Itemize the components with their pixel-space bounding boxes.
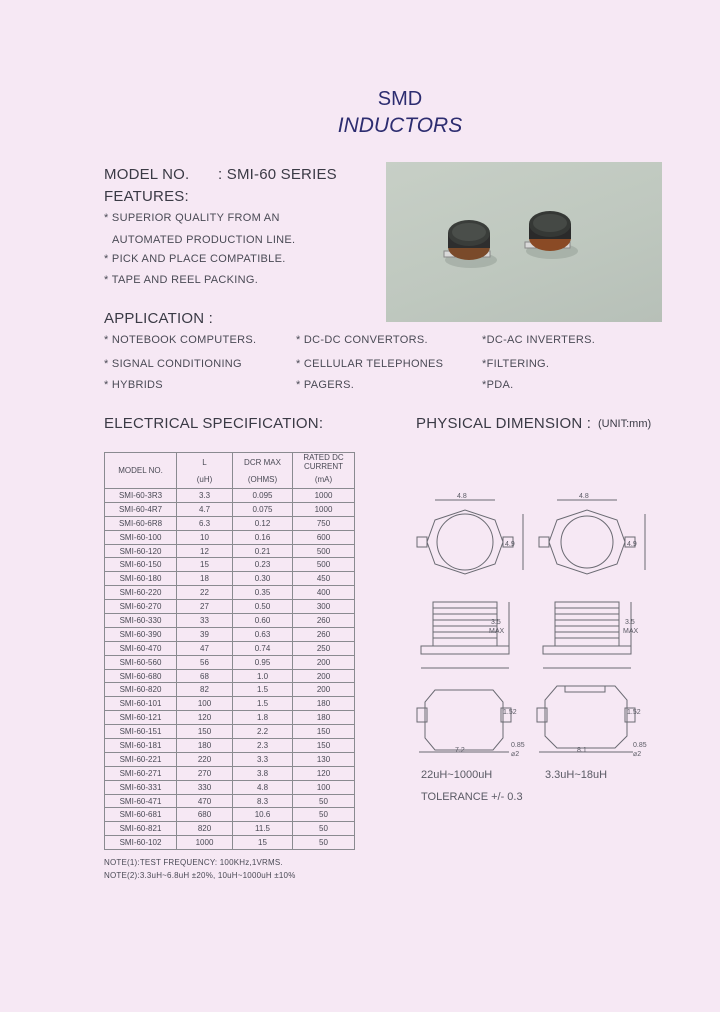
table-row [105, 683, 355, 697]
pad-layout-small [537, 686, 635, 752]
top-view-large [417, 500, 523, 574]
model-value: : SMI-60 SERIES [218, 166, 337, 183]
cell-inductance: 6.3 [177, 516, 233, 530]
dim-ht-large-max: MAX [489, 628, 505, 635]
table-row [105, 711, 355, 725]
cell-model: SMI-60-3R3 [105, 489, 177, 503]
dim-hole-large: ⌀2 [511, 751, 520, 758]
table-row [105, 739, 355, 753]
cell-current: 500 [293, 558, 355, 572]
dim-space-large: 0.85 [511, 742, 525, 749]
cell-dcr: 1.8 [233, 711, 293, 725]
cell-model: SMI-60-121 [105, 711, 177, 725]
range-label-small: 3.3uH~18uH [545, 769, 608, 781]
note-1: NOTE(1):TEST FREQUENCY: 100KHz,1VRMS. [104, 858, 283, 867]
cell-inductance: 18 [177, 572, 233, 586]
cell-dcr: 1.5 [233, 683, 293, 697]
cell-current: 100 [293, 780, 355, 794]
application-item: * NOTEBOOK COMPUTERS. [104, 334, 257, 346]
side-view-small [543, 602, 631, 668]
cell-model: SMI-60-102 [105, 836, 177, 850]
cell-current: 50 [293, 822, 355, 836]
table-row [105, 489, 355, 503]
col-header-rated: RATED DC CURRENT [293, 453, 355, 472]
cell-model: SMI-60-471 [105, 794, 177, 808]
cell-current: 250 [293, 641, 355, 655]
cell-inductance: 150 [177, 725, 233, 739]
cell-dcr: 2.2 [233, 725, 293, 739]
table-row [105, 600, 355, 614]
dim-ht-large: 3.5 [491, 619, 501, 626]
cell-dcr: 0.12 [233, 516, 293, 530]
table-row [105, 780, 355, 794]
cell-model: SMI-60-221 [105, 752, 177, 766]
cell-inductance: 82 [177, 683, 233, 697]
cell-inductance: 1000 [177, 836, 233, 850]
cell-inductance: 22 [177, 586, 233, 600]
dim-length-small: 8.1 [577, 747, 587, 754]
cell-current: 150 [293, 725, 355, 739]
dim-length-large: 7.2 [455, 747, 465, 754]
cell-inductance: 33 [177, 614, 233, 628]
table-row [105, 725, 355, 739]
application-item: * SIGNAL CONDITIONING [104, 358, 242, 370]
dim-width-small: 4.8 [579, 493, 589, 500]
cell-model: SMI-60-101 [105, 697, 177, 711]
table-row [105, 502, 355, 516]
table-row [105, 586, 355, 600]
tolerance-label: TOLERANCE +/- 0.3 [421, 791, 523, 803]
table-row [105, 558, 355, 572]
cell-dcr: 0.95 [233, 655, 293, 669]
feature-item: * PICK AND PLACE COMPATIBLE. [104, 253, 286, 265]
dim-pad-small: 1.52 [627, 709, 641, 716]
cell-inductance: 27 [177, 600, 233, 614]
table-row [105, 572, 355, 586]
cell-inductance: 47 [177, 641, 233, 655]
cell-inductance: 3.3 [177, 489, 233, 503]
cell-inductance: 56 [177, 655, 233, 669]
cell-model: SMI-60-330 [105, 614, 177, 628]
cell-current: 260 [293, 614, 355, 628]
cell-model: SMI-60-390 [105, 627, 177, 641]
table-row [105, 669, 355, 683]
cell-inductance: 12 [177, 544, 233, 558]
dimension-drawings [405, 490, 665, 810]
cell-current: 120 [293, 766, 355, 780]
application-item: * PAGERS. [296, 379, 355, 391]
cell-model: SMI-60-470 [105, 641, 177, 655]
pad-layout-large [417, 690, 511, 752]
cell-current: 150 [293, 739, 355, 753]
cell-dcr: 0.23 [233, 558, 293, 572]
application-item: *PDA. [482, 379, 514, 391]
table-row [105, 614, 355, 628]
col-header-dcr: DCR MAX [233, 453, 293, 472]
cell-current: 200 [293, 655, 355, 669]
feature-item: * SUPERIOR QUALITY FROM AN [104, 212, 280, 224]
cell-inductance: 68 [177, 669, 233, 683]
table-row [105, 516, 355, 530]
cell-model: SMI-60-331 [105, 780, 177, 794]
cell-inductance: 220 [177, 752, 233, 766]
cell-model: SMI-60-680 [105, 669, 177, 683]
cell-inductance: 10 [177, 530, 233, 544]
cell-current: 300 [293, 600, 355, 614]
cell-current: 180 [293, 697, 355, 711]
cell-dcr: 15 [233, 836, 293, 850]
model-label: MODEL NO. [104, 166, 190, 183]
dim-pad-large: 1.52 [503, 709, 517, 716]
dim-ht-small: 3.5 [625, 619, 635, 626]
title-smd: SMD [377, 88, 423, 110]
range-label-large: 22uH~1000uH [421, 769, 493, 781]
application-item: *FILTERING. [482, 358, 550, 370]
table-row [105, 530, 355, 544]
table-row [105, 697, 355, 711]
table-row [105, 544, 355, 558]
product-photo [386, 162, 662, 322]
cell-model: SMI-60-220 [105, 586, 177, 600]
cell-model: SMI-60-6R8 [105, 516, 177, 530]
cell-model: SMI-60-120 [105, 544, 177, 558]
application-item: * HYBRIDS [104, 379, 163, 391]
cell-model: SMI-60-271 [105, 766, 177, 780]
cell-inductance: 270 [177, 766, 233, 780]
dim-height-large: 4.9 [505, 541, 515, 548]
cell-model: SMI-60-151 [105, 725, 177, 739]
table-row [105, 641, 355, 655]
cell-dcr: 8.3 [233, 794, 293, 808]
cell-inductance: 39 [177, 627, 233, 641]
cell-model: SMI-60-560 [105, 655, 177, 669]
table-row [105, 822, 355, 836]
cell-model: SMI-60-100 [105, 530, 177, 544]
cell-current: 450 [293, 572, 355, 586]
cell-inductance: 4.7 [177, 502, 233, 516]
cell-dcr: 3.8 [233, 766, 293, 780]
cell-dcr: 0.63 [233, 627, 293, 641]
table-row [105, 627, 355, 641]
cell-current: 50 [293, 794, 355, 808]
cell-current: 180 [293, 711, 355, 725]
table-row [105, 836, 355, 850]
cell-dcr: 1.0 [233, 669, 293, 683]
cell-inductance: 100 [177, 697, 233, 711]
electrical-heading: ELECTRICAL SPECIFICATION: [104, 415, 324, 432]
dim-height-small: 4.9 [627, 541, 637, 548]
cell-inductance: 330 [177, 780, 233, 794]
cell-current: 200 [293, 683, 355, 697]
dim-ht-small-max: MAX [623, 628, 639, 635]
cell-dcr: 3.3 [233, 752, 293, 766]
cell-inductance: 680 [177, 808, 233, 822]
cell-model: SMI-60-821 [105, 822, 177, 836]
dim-space-small: 0.85 [633, 742, 647, 749]
cell-current: 1000 [293, 502, 355, 516]
col-unit-l: (uH) [177, 471, 233, 489]
cell-inductance: 15 [177, 558, 233, 572]
cell-model: SMI-60-181 [105, 739, 177, 753]
side-view-large [421, 602, 509, 668]
cell-inductance: 120 [177, 711, 233, 725]
cell-current: 600 [293, 530, 355, 544]
cell-dcr: 0.60 [233, 614, 293, 628]
cell-current: 260 [293, 627, 355, 641]
cell-dcr: 0.16 [233, 530, 293, 544]
feature-item: AUTOMATED PRODUCTION LINE. [112, 234, 296, 246]
cell-current: 50 [293, 808, 355, 822]
cell-model: SMI-60-150 [105, 558, 177, 572]
cell-current: 200 [293, 669, 355, 683]
cell-dcr: 4.8 [233, 780, 293, 794]
cell-dcr: 11.5 [233, 822, 293, 836]
cell-dcr: 0.50 [233, 600, 293, 614]
col-unit-dcr: (OHMS) [233, 471, 293, 489]
unit-label: (UNIT:mm) [598, 418, 652, 430]
dim-hole-small: ⌀2 [633, 751, 642, 758]
cell-dcr: 0.30 [233, 572, 293, 586]
application-item: * CELLULAR TELEPHONES [296, 358, 444, 370]
cell-dcr: 0.095 [233, 489, 293, 503]
col-unit-rated: (mA) [293, 471, 355, 489]
table-row [105, 655, 355, 669]
table-row [105, 766, 355, 780]
cell-current: 500 [293, 544, 355, 558]
cell-current: 750 [293, 516, 355, 530]
col-header-model: MODEL NO. [105, 453, 177, 489]
cell-dcr: 1.5 [233, 697, 293, 711]
title-inductors: INDUCTORS [337, 114, 463, 137]
table-row [105, 808, 355, 822]
cell-dcr: 0.35 [233, 586, 293, 600]
inductor-photo-image [386, 162, 662, 322]
cell-model: SMI-60-270 [105, 600, 177, 614]
cell-current: 130 [293, 752, 355, 766]
cell-dcr: 2.3 [233, 739, 293, 753]
features-heading: FEATURES: [104, 188, 189, 205]
cell-model: SMI-60-820 [105, 683, 177, 697]
cell-current: 50 [293, 836, 355, 850]
application-item: *DC-AC INVERTERS. [482, 334, 596, 346]
cell-inductance: 180 [177, 739, 233, 753]
cell-dcr: 10.6 [233, 808, 293, 822]
cell-inductance: 820 [177, 822, 233, 836]
physical-heading: PHYSICAL DIMENSION : [416, 415, 592, 432]
cell-dcr: 0.74 [233, 641, 293, 655]
table-row [105, 794, 355, 808]
feature-item: * TAPE AND REEL PACKING. [104, 274, 259, 286]
cell-model: SMI-60-4R7 [105, 502, 177, 516]
col-header-l: L [177, 453, 233, 472]
cell-dcr: 0.075 [233, 502, 293, 516]
cell-current: 1000 [293, 489, 355, 503]
dim-width-large: 4.8 [457, 493, 467, 500]
cell-inductance: 470 [177, 794, 233, 808]
spec-table [104, 452, 355, 850]
application-heading: APPLICATION : [104, 310, 214, 327]
application-item: * DC-DC CONVERTORS. [296, 334, 428, 346]
top-view-small [539, 500, 645, 574]
table-row [105, 752, 355, 766]
cell-dcr: 0.21 [233, 544, 293, 558]
cell-current: 400 [293, 586, 355, 600]
cell-model: SMI-60-681 [105, 808, 177, 822]
cell-model: SMI-60-180 [105, 572, 177, 586]
note-2: NOTE(2):3.3uH~6.8uH ±20%, 10uH~1000uH ±10% [104, 871, 296, 880]
